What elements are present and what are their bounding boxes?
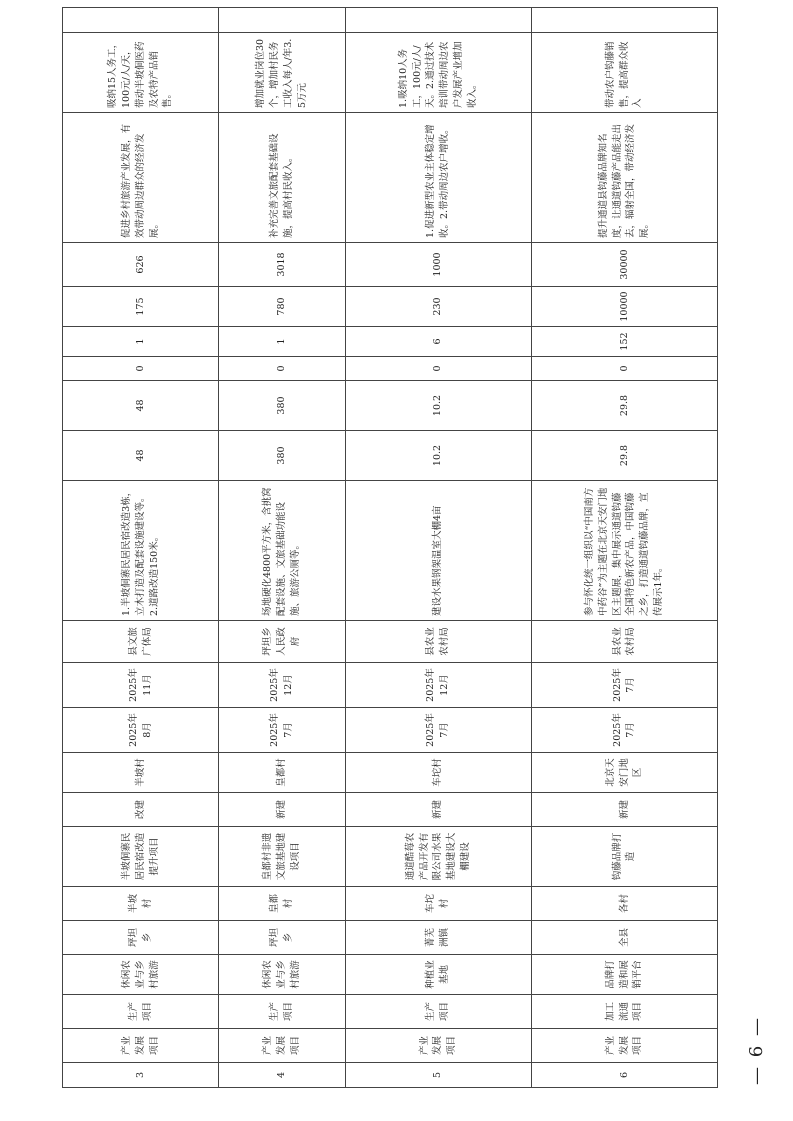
table-row bbox=[219, 8, 345, 1088]
cell-link: 增加就业岗位30个，增加村民务工收入每人/年3.5万元 bbox=[219, 33, 345, 113]
cell-category: 产业发展项目 bbox=[531, 1029, 717, 1063]
cell-end: 2025年7月 bbox=[531, 663, 717, 708]
cell-subtype: 种植业基地 bbox=[345, 955, 531, 995]
cell-fund-a: 10.2 bbox=[345, 381, 531, 431]
cell-link: 吸纳15人务工，100元/人/天，带动半坡侗医药及农特产品销售。 bbox=[63, 33, 219, 113]
cell-type: 生产项目 bbox=[63, 995, 219, 1029]
table-row bbox=[345, 8, 531, 1088]
cell-type: 生产项目 bbox=[219, 995, 345, 1029]
cell-start: 2025年7月 bbox=[531, 708, 717, 753]
cell-project: 通道酷莓农产品开发有限公司水果基地建设大棚建设 bbox=[345, 827, 531, 887]
cell-type: 加工流通项目 bbox=[531, 995, 717, 1029]
cell-no: 5 bbox=[345, 1063, 531, 1088]
cell-link: 1.吸纳10人务工，100元/人/天。2.通过技术培训带动周边农户发展产业增加收入。 bbox=[345, 33, 531, 113]
cell-nature: 新建 bbox=[345, 793, 531, 827]
cell-goal: 补充完善文旅配套基础设施，提高村民收入。 bbox=[219, 113, 345, 243]
cell-category: 产业发展项目 bbox=[219, 1029, 345, 1063]
cell-people: 1000 bbox=[345, 243, 531, 287]
cell-town: 坪坦乡 bbox=[63, 921, 219, 955]
cell-remark bbox=[345, 8, 531, 33]
cell-category: 产业发展项目 bbox=[345, 1029, 531, 1063]
cell-end: 2025年11月 bbox=[63, 663, 219, 708]
cell-total: 380 bbox=[219, 431, 345, 481]
cell-households: 780 bbox=[219, 287, 345, 327]
cell-type: 生产项目 bbox=[345, 995, 531, 1029]
cell-link: 带动农户钩藤销售，提高群众收入 bbox=[531, 33, 717, 113]
cell-people: 626 bbox=[63, 243, 219, 287]
cell-location: 皇都村 bbox=[219, 753, 345, 793]
cell-households: 175 bbox=[63, 287, 219, 327]
cell-village: 皇都村 bbox=[219, 887, 345, 921]
cell-remark bbox=[531, 8, 717, 33]
cell-town: 坪坦乡 bbox=[219, 921, 345, 955]
project-table bbox=[62, 7, 718, 1088]
cell-start: 2025年8月 bbox=[63, 708, 219, 753]
cell-nature: 改建 bbox=[63, 793, 219, 827]
cell-subtype: 品牌打造和展销平台 bbox=[531, 955, 717, 995]
table-row bbox=[63, 8, 219, 1088]
cell-fund-b: 0 bbox=[219, 357, 345, 381]
cell-villages: 1 bbox=[63, 327, 219, 357]
cell-villages: 6 bbox=[345, 327, 531, 357]
cell-fund-b: 0 bbox=[345, 357, 531, 381]
cell-total: 10.2 bbox=[345, 431, 531, 481]
cell-unit: 县农业农村局 bbox=[345, 621, 531, 663]
cell-villages: 1 bbox=[219, 327, 345, 357]
cell-town: 全县 bbox=[531, 921, 717, 955]
cell-end: 2025年12月 bbox=[345, 663, 531, 708]
cell-households: 230 bbox=[345, 287, 531, 327]
cell-people: 3018 bbox=[219, 243, 345, 287]
cell-no: 3 bbox=[63, 1063, 219, 1088]
cell-no: 4 bbox=[219, 1063, 345, 1088]
cell-end: 2025年12月 bbox=[219, 663, 345, 708]
cell-village: 车坨村 bbox=[345, 887, 531, 921]
cell-unit: 县农业农村局 bbox=[531, 621, 717, 663]
cell-unit: 县文旅广体局 bbox=[63, 621, 219, 663]
cell-fund-a: 29.8 bbox=[531, 381, 717, 431]
cell-location: 北京天安门地区 bbox=[531, 753, 717, 793]
cell-fund-b: 0 bbox=[531, 357, 717, 381]
cell-content: 场地硬化4800平方米，含挑窝配套设施、文旅基础功能设施、旅游公厕等。 bbox=[219, 481, 345, 621]
cell-content: 建设水果钢架温室大棚4亩 bbox=[345, 481, 531, 621]
cell-remark bbox=[63, 8, 219, 33]
cell-town: 菁芜洲镇 bbox=[345, 921, 531, 955]
cell-location: 半坡村 bbox=[63, 753, 219, 793]
cell-village: 各村 bbox=[531, 887, 717, 921]
cell-households: 10000 bbox=[531, 287, 717, 327]
cell-start: 2025年7月 bbox=[345, 708, 531, 753]
cell-project: 皇都村非遗文旅基地建设项目 bbox=[219, 827, 345, 887]
cell-goal: 促进乡村旅游产业发展，有效带动周边群众的经济发展。 bbox=[63, 113, 219, 243]
cell-goal: 1.促进新型农业主体稳定增收。2.带动周边农户增收。 bbox=[345, 113, 531, 243]
cell-people: 30000 bbox=[531, 243, 717, 287]
cell-subtype: 休闲农业与乡村旅游 bbox=[63, 955, 219, 995]
cell-villages: 152 bbox=[531, 327, 717, 357]
page-number: — 6 — bbox=[745, 1016, 767, 1085]
rotated-table-wrapper bbox=[62, 38, 718, 1088]
cell-nature: 新建 bbox=[531, 793, 717, 827]
cell-content: 参与怀化统一组织以“中国南方中药谷”为主题在北京天安门地区主题展，集中展示通道钩藤全国特色新农产品，中国钩藤之乡，打造通道钩藤品牌，宣传展示1年。 bbox=[531, 481, 717, 621]
cell-fund-b: 0 bbox=[63, 357, 219, 381]
cell-nature: 新建 bbox=[219, 793, 345, 827]
cell-location: 车坨村 bbox=[345, 753, 531, 793]
cell-total: 48 bbox=[63, 431, 219, 481]
cell-remark bbox=[219, 8, 345, 33]
cell-content: 1.半坡侗寨民居民宿改造3栋，立木打造及配套设施建设等。2.道路改造150米。 bbox=[63, 481, 219, 621]
cell-unit: 坪坦乡人民政府 bbox=[219, 621, 345, 663]
cell-no: 6 bbox=[531, 1063, 717, 1088]
cell-category: 产业发展项目 bbox=[63, 1029, 219, 1063]
cell-village: 半坡村 bbox=[63, 887, 219, 921]
cell-goal: 提升通道县钩藤品牌知名度，让通道钩藤产品能走出去，辐射全国，带动经济发展。 bbox=[531, 113, 717, 243]
table-row bbox=[531, 8, 717, 1088]
cell-subtype: 休闲农业与乡村旅游 bbox=[219, 955, 345, 995]
cell-total: 29.8 bbox=[531, 431, 717, 481]
cell-start: 2025年7月 bbox=[219, 708, 345, 753]
cell-project: 半坡侗寨民居民宿改造提升项目 bbox=[63, 827, 219, 887]
cell-project: 钩藤品牌打造 bbox=[531, 827, 717, 887]
cell-fund-a: 380 bbox=[219, 381, 345, 431]
cell-fund-a: 48 bbox=[63, 381, 219, 431]
